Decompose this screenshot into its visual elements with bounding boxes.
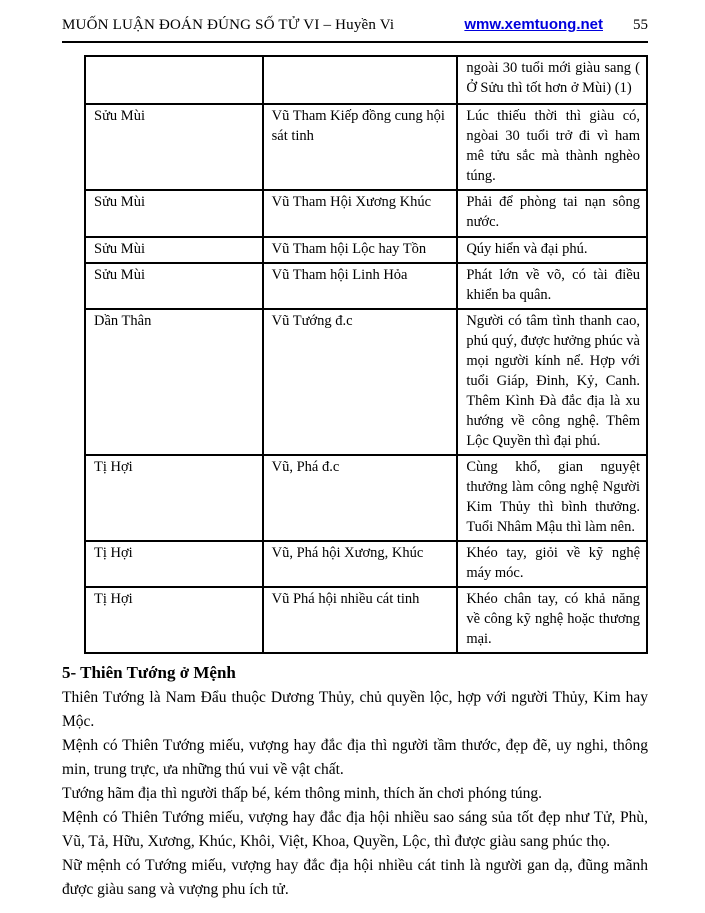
table-row (85, 309, 647, 455)
table-row (85, 263, 647, 309)
site-link[interactable]: wmw.xemtuong.net (464, 16, 603, 33)
cell-cung: Sửu Mùi (85, 104, 263, 190)
cell-luan-doan: Phát lớn về võ, có tài điều khiển ba quân. (457, 263, 647, 309)
cell-sao: Vũ Tham Kiếp đồng cung hội sát tinh (263, 104, 458, 190)
book-title: MUỐN LUẬN ĐOÁN ĐÚNG SỐ TỬ VI – Huyền Vi (62, 17, 395, 33)
cell-sao: Vũ Tướng đ.c (263, 309, 458, 455)
cell-cung: Sửu Mùi (85, 263, 263, 309)
cell-sao: Vũ, Phá đ.c (263, 455, 458, 541)
cell-sao: Vũ, Phá hội Xương, Khúc (263, 541, 458, 587)
paragraph: Mệnh có Thiên Tướng miếu, vượng hay đắc địa thì người tầm thước, đẹp đẽ, uy nghi, thông min, trung trực, ưa những thú vui về vật chất. (62, 737, 648, 778)
cell-cung: Dần Thân (85, 309, 263, 455)
cell-cung: Tị Hợi (85, 541, 263, 587)
cell-cung (85, 56, 263, 104)
cell-luan-doan: Lúc thiếu thời thì giàu có, ngòai 30 tuổi trở đi vì ham mê tửu sắc mà thành nghèo túng. (457, 104, 647, 190)
table-row (85, 455, 647, 541)
section-heading: 5- Thiên Tướng ở Mệnh (62, 663, 236, 682)
table-row (85, 104, 647, 190)
paragraph: Mệnh có Thiên Tướng miếu, vượng hay đắc địa hội nhiều sao sáng sủa tốt đẹp như Tử, Phù, Vũ, Tả, Hữu, Xương, Khúc, Khôi, Việt, Khoa, Quyền, Lộc, thì được giàu sang phúc thọ. (62, 809, 648, 850)
table-row (85, 237, 647, 263)
cell-luan-doan: Qúy hiển và đại phú. (457, 237, 647, 263)
cell-luan-doan: Khéo chân tay, có khả năng về công kỹ nghệ hoặc thương mại. (457, 587, 647, 653)
cell-sao: Vũ Tham hội Linh Hỏa (263, 263, 458, 309)
cell-luan-doan: Phải để phòng tai nạn sông nước. (457, 190, 647, 237)
paragraph: Tướng hãm địa thì người thấp bé, kém thông minh, thích ăn chơi phóng túng. (62, 785, 543, 802)
page-number: 55 (633, 17, 648, 33)
cell-cung: Tị Hợi (85, 455, 263, 541)
cell-cung: Sửu Mùi (85, 237, 263, 263)
cell-luan-doan: ngoài 30 tuổi mới giàu sang ( Ở Sửu thì tốt hơn ở Mùi) (1) (457, 56, 647, 104)
cell-cung: Tị Hợi (85, 587, 263, 653)
table-row (85, 190, 647, 237)
cell-cung: Sửu Mùi (85, 190, 263, 237)
vu-khuc-table (84, 55, 648, 654)
table-row (85, 587, 647, 653)
cell-luan-doan: Cùng khổ, gian nguyệt thưởng làm công nghệ Người Kim Thủy thì bình thưởng. Tuổi Nhâm Mậu thì làm nên. (457, 455, 647, 541)
header-divider (62, 41, 648, 43)
cell-sao (263, 56, 458, 104)
page-header (62, 16, 648, 34)
cell-luan-doan: Khéo tay, giỏi về kỹ nghệ máy móc. (457, 541, 647, 587)
paragraph: Nữ mệnh có Tướng miếu, vượng hay đắc địa hội nhiều cát tinh là người gan dạ, đũng mãnh được giàu sang và vượng phu ích tử. (62, 857, 648, 898)
cell-sao: Vũ Tham hội Lộc hay Tồn (263, 237, 458, 263)
cell-sao: Vũ Tham Hội Xương Khúc (263, 190, 458, 237)
cell-sao: Vũ Phá hội nhiều cát tinh (263, 587, 458, 653)
paragraph: Thiên Tướng là Nam Đẩu thuộc Dương Thủy, chủ quyền lộc, hợp với người Thủy, Kim hay Mộc. (62, 689, 648, 730)
cell-luan-doan: Người có tâm tình thanh cao, phú quý, được hưởng phúc và mọi người kính nể. Hợp với tuổi Giáp, Đinh, Kỷ, Canh. Thêm Kình Đà đắc địa là xu hướng về công nghệ. Thêm Lộc Quyền thì đại phú. (457, 309, 647, 455)
table-row (85, 541, 647, 587)
table-row (85, 56, 647, 104)
